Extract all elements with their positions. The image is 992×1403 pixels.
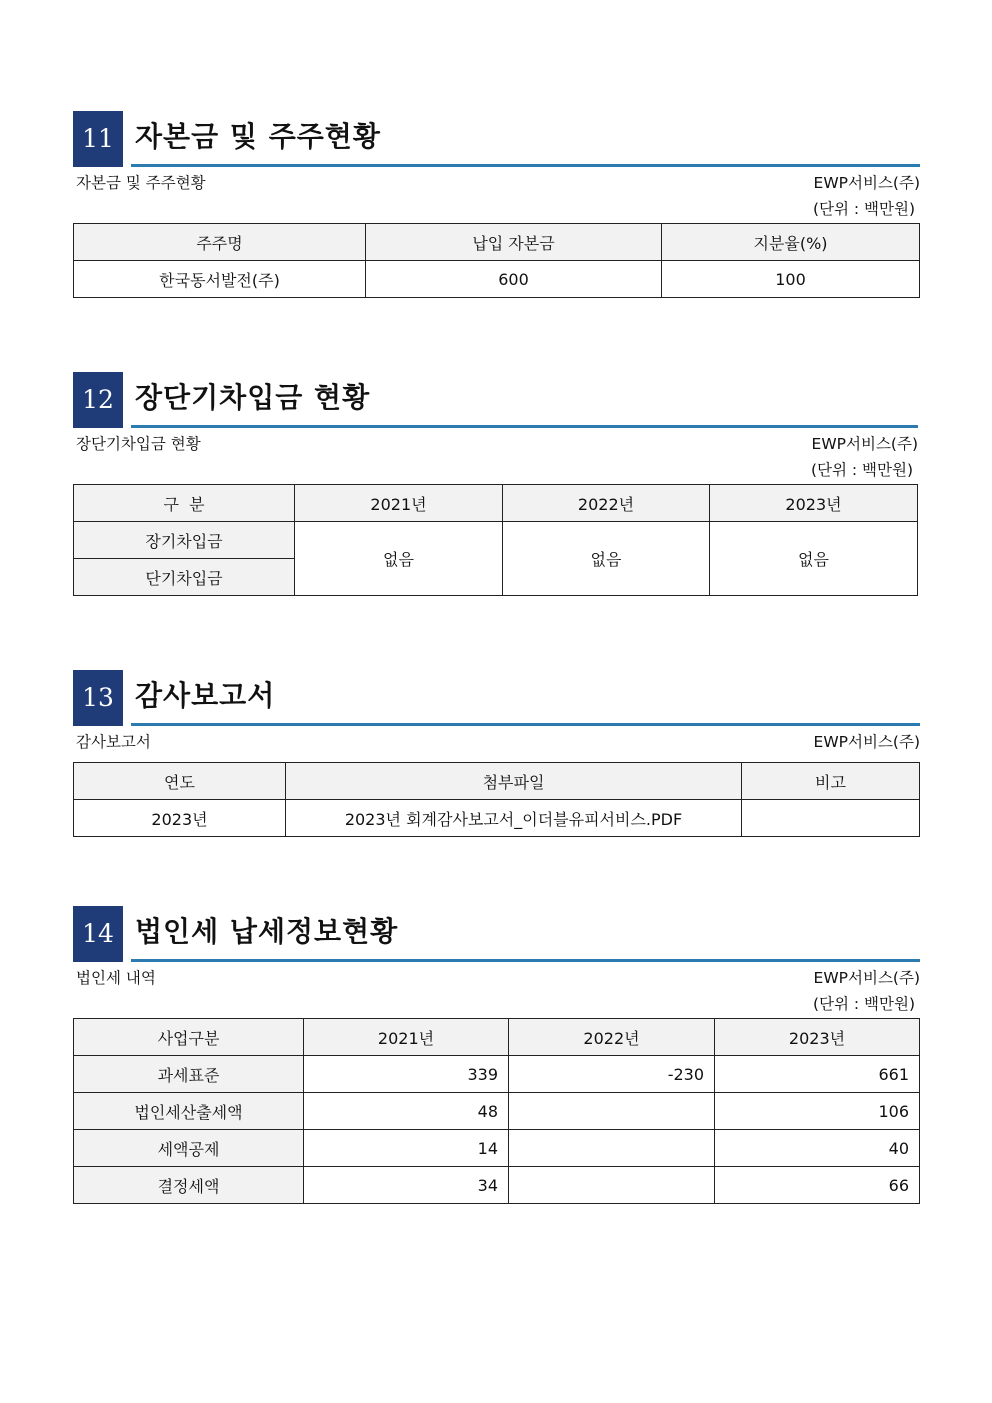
subtitle: 법인세 내역 bbox=[76, 969, 156, 987]
company-name: EWP서비스(주) bbox=[811, 435, 918, 453]
section-number: 11 bbox=[73, 111, 123, 167]
section-number: 14 bbox=[73, 906, 123, 962]
col-header: 2023년 bbox=[710, 485, 918, 522]
table-cell: 661 bbox=[715, 1056, 920, 1093]
section-header bbox=[73, 372, 918, 428]
row-label: 단기차입금 bbox=[74, 559, 295, 596]
table-header-row bbox=[74, 763, 920, 800]
section-title: 감사보고서 bbox=[135, 679, 276, 712]
col-header: 비고 bbox=[742, 763, 920, 800]
col-header: 사업구분 bbox=[74, 1019, 304, 1056]
audit-table bbox=[73, 762, 920, 837]
borrowings-table bbox=[73, 484, 918, 596]
unit-label: (단위 : 백만원) bbox=[812, 200, 915, 218]
section-header bbox=[73, 111, 920, 167]
col-header: 주주명 bbox=[74, 224, 366, 261]
section-audit-report bbox=[73, 670, 920, 837]
row-label: 결정세액 bbox=[74, 1167, 304, 1204]
section-borrowings bbox=[73, 372, 918, 596]
table-cell: 없음 bbox=[710, 522, 918, 596]
subtitle: 자본금 및 주주현황 bbox=[76, 174, 206, 192]
table-cell: 14 bbox=[304, 1130, 509, 1167]
company-name: EWP서비스(주) bbox=[813, 969, 920, 987]
table-row bbox=[74, 1093, 920, 1130]
subtitle: 장단기차입금 현황 bbox=[76, 435, 201, 453]
section-corporate-tax bbox=[73, 906, 920, 1204]
subtitle: 감사보고서 bbox=[76, 733, 151, 751]
col-header: 첨부파일 bbox=[286, 763, 742, 800]
section-meta bbox=[73, 428, 918, 456]
section-title: 법인세 납세정보현황 bbox=[135, 915, 399, 948]
row-label: 세액공제 bbox=[74, 1130, 304, 1167]
col-header: 2022년 bbox=[503, 485, 710, 522]
table-cell: 한국동서발전(주) bbox=[74, 261, 366, 298]
table-cell: 34 bbox=[304, 1167, 509, 1204]
section-title: 자본금 및 주주현황 bbox=[135, 120, 381, 153]
table-cell: 100 bbox=[662, 261, 920, 298]
table-row bbox=[74, 261, 920, 298]
table-cell: 339 bbox=[304, 1056, 509, 1093]
table-cell: -230 bbox=[509, 1056, 715, 1093]
table-row bbox=[74, 800, 920, 837]
col-header: 2021년 bbox=[304, 1019, 509, 1056]
row-label: 장기차입금 bbox=[74, 522, 295, 559]
col-header: 납입 자본금 bbox=[366, 224, 662, 261]
col-header: 지분율(%) bbox=[662, 224, 920, 261]
section-header bbox=[73, 906, 920, 962]
col-header: 2023년 bbox=[715, 1019, 920, 1056]
col-header: 2021년 bbox=[295, 485, 503, 522]
table-header-row bbox=[74, 485, 918, 522]
table-cell: 없음 bbox=[503, 522, 710, 596]
table-cell: 66 bbox=[715, 1167, 920, 1204]
unit-label: (단위 : 백만원) bbox=[810, 461, 913, 479]
table-row bbox=[74, 1056, 920, 1093]
table-cell: 없음 bbox=[295, 522, 503, 596]
table-cell: 600 bbox=[366, 261, 662, 298]
table-header-row bbox=[74, 224, 920, 261]
section-meta bbox=[73, 962, 920, 990]
table-header-row bbox=[74, 1019, 920, 1056]
capital-table bbox=[73, 223, 920, 298]
row-label: 과세표준 bbox=[74, 1056, 304, 1093]
col-header: 2022년 bbox=[509, 1019, 715, 1056]
company-name: EWP서비스(주) bbox=[813, 733, 920, 751]
table-cell bbox=[742, 800, 920, 837]
section-meta bbox=[73, 167, 920, 195]
table-cell: 106 bbox=[715, 1093, 920, 1130]
section-number: 13 bbox=[73, 670, 123, 726]
section-capital bbox=[73, 111, 920, 298]
table-row bbox=[74, 1130, 920, 1167]
table-cell bbox=[509, 1093, 715, 1130]
section-meta bbox=[73, 726, 920, 754]
table-cell bbox=[509, 1167, 715, 1204]
table-cell bbox=[509, 1130, 715, 1167]
table-cell: 48 bbox=[304, 1093, 509, 1130]
col-header: 구 분 bbox=[74, 485, 295, 522]
unit-label: (단위 : 백만원) bbox=[812, 995, 915, 1013]
table-row bbox=[74, 522, 918, 559]
table-cell: 40 bbox=[715, 1130, 920, 1167]
table-cell: 2023년 bbox=[74, 800, 286, 837]
col-header: 연도 bbox=[74, 763, 286, 800]
section-title: 장단기차입금 현황 bbox=[135, 381, 371, 414]
attachment-link[interactable]: 2023년 회계감사보고서_이더블유피서비스.PDF bbox=[286, 800, 742, 837]
section-header bbox=[73, 670, 920, 726]
company-name: EWP서비스(주) bbox=[813, 174, 920, 192]
table-row bbox=[74, 1167, 920, 1204]
tax-table bbox=[73, 1018, 920, 1204]
section-number: 12 bbox=[73, 372, 123, 428]
row-label: 법인세산출세액 bbox=[74, 1093, 304, 1130]
